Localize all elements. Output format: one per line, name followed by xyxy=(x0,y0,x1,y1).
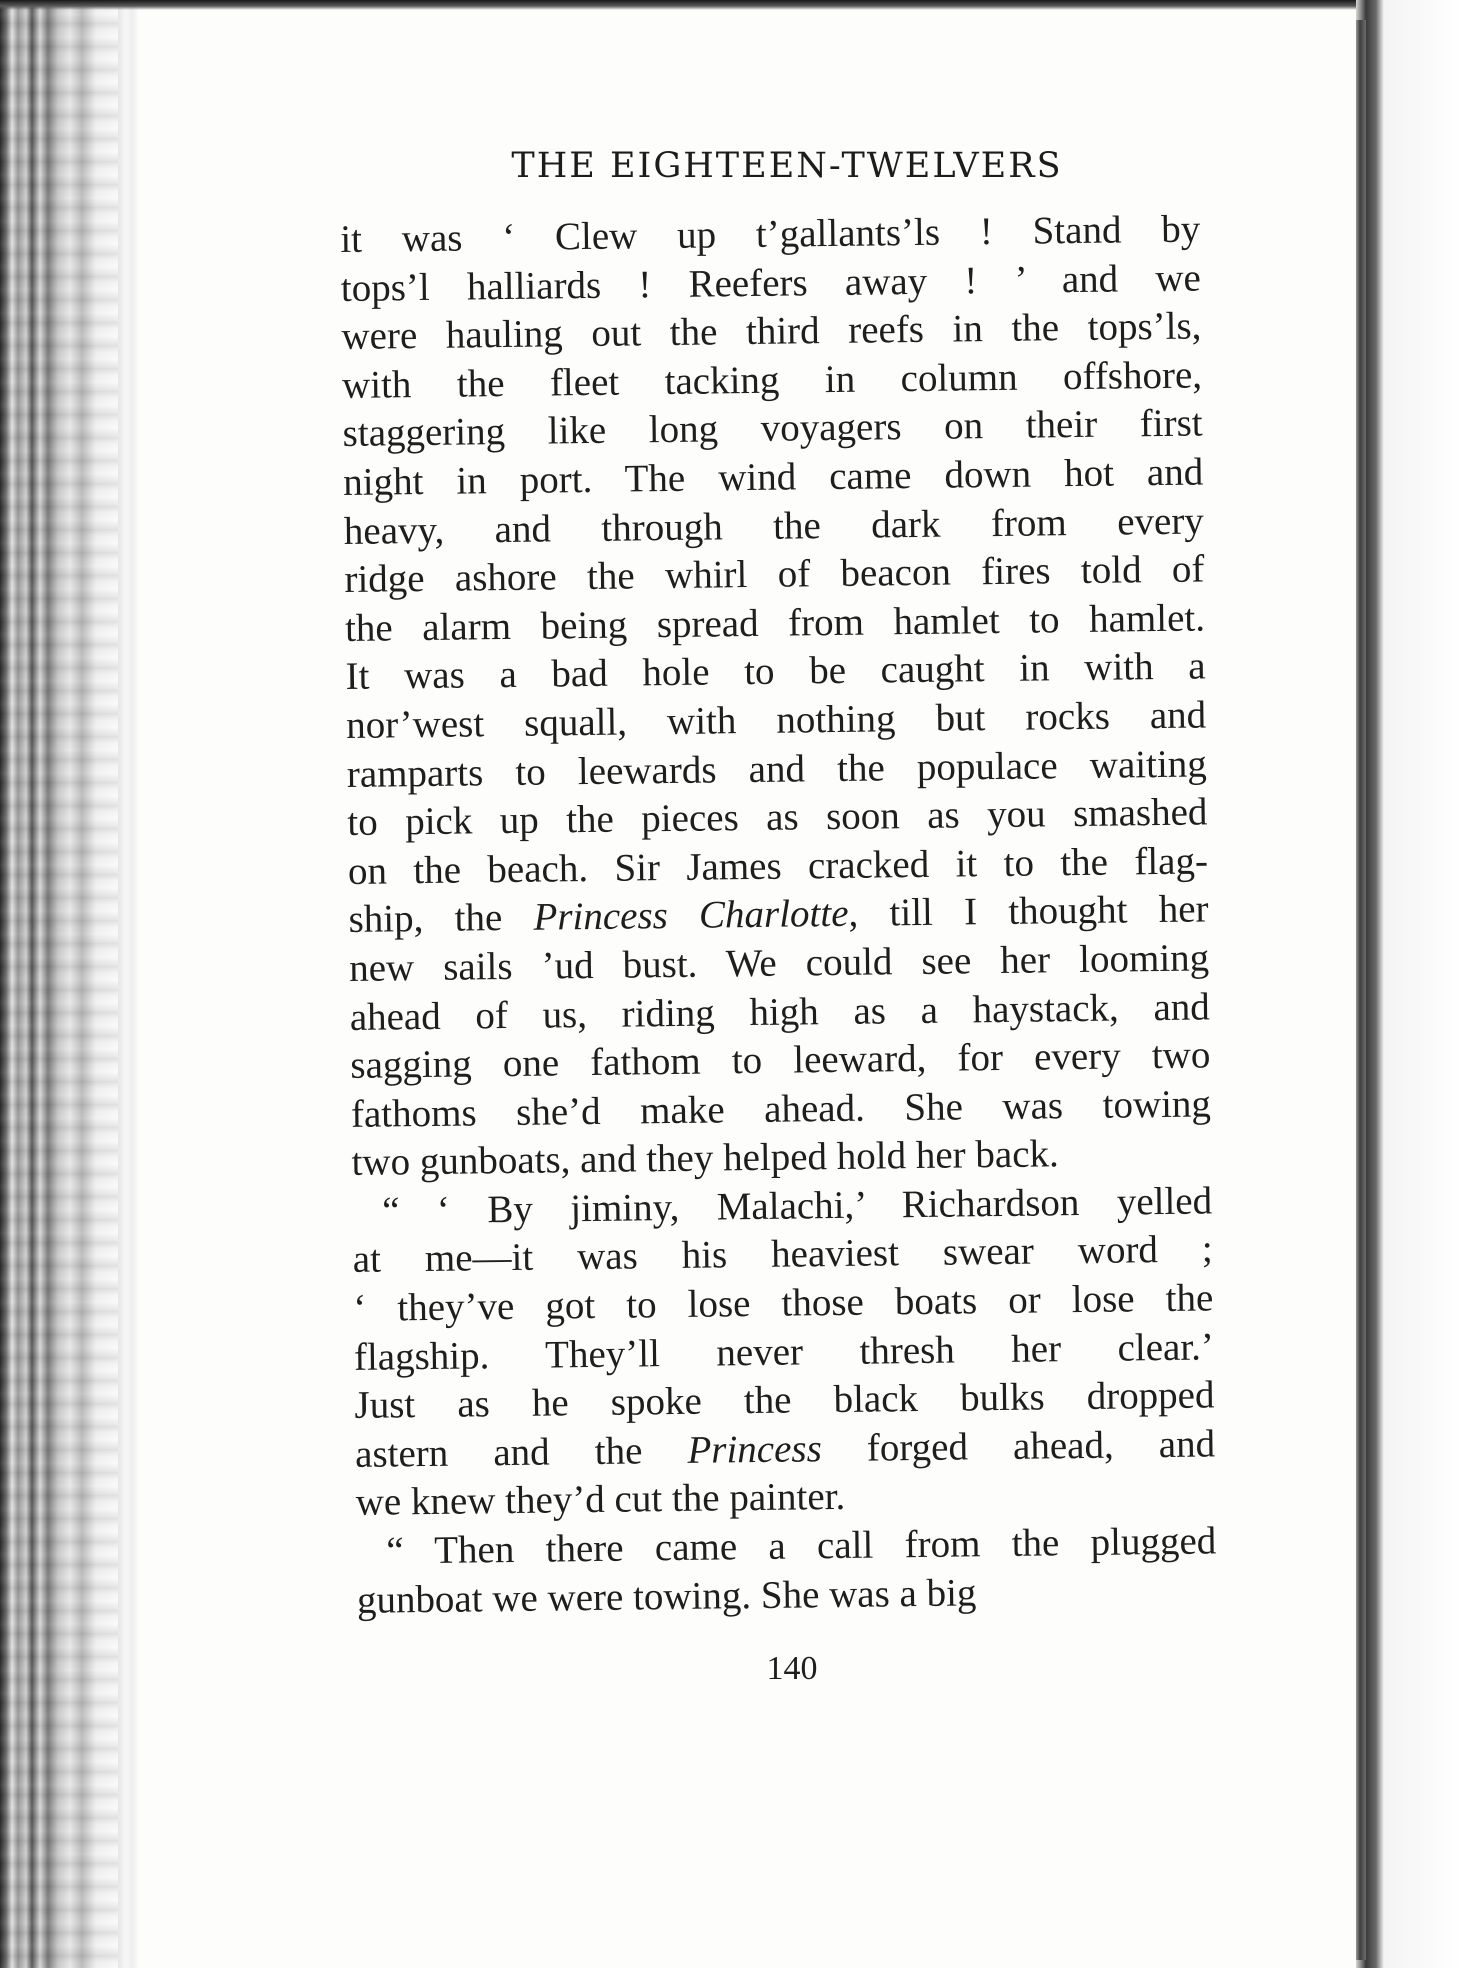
text-line: at me—it was his heaviest swear word ; xyxy=(352,1227,1213,1282)
text-line: to pick up the pieces as soon as you smashed xyxy=(347,790,1208,845)
text-line: nor’west squall, with nothing but rocks and xyxy=(345,693,1207,747)
paragraph xyxy=(352,1177,1216,1528)
text-line: we knew they’d cut the painter. xyxy=(355,1475,846,1525)
text-line: It was a bad hole to be caught in with a xyxy=(345,644,1206,699)
running-head: THE EIGHTEEN-TWELVERS xyxy=(511,146,1063,186)
text-line: ahead of us, riding high as a haystack, and xyxy=(349,984,1210,1039)
text-line: astern and the Princess forged ahead, and xyxy=(354,1422,1216,1476)
text-line: new sails ’ud bust. We could see her looming xyxy=(348,936,1210,990)
page-edge xyxy=(118,0,138,1968)
text-line: Just as he spoke the black bulks dropped xyxy=(354,1373,1215,1428)
text-line: flagship. They’ll never thresh her clear.’ xyxy=(353,1325,1215,1379)
text-line: “ ‘ By jiminy, Malachi,’ Richardson yelled xyxy=(381,1179,1213,1233)
text-line: the alarm being spread from hamlet to hamlet. xyxy=(344,596,1206,650)
top-edge xyxy=(0,0,1464,10)
italic-ship-name: Princess xyxy=(687,1427,823,1472)
text-line: with the fleet tacking in column offshore, xyxy=(341,353,1203,407)
text-line: tops’l halliards ! Reefers away ! ’ and we xyxy=(340,256,1202,310)
text-line: sagging one fathom to leeward, for every two xyxy=(350,1033,1211,1088)
right-binding-line xyxy=(1356,20,1366,1960)
page-number: 140 xyxy=(766,1650,818,1687)
text-line: were hauling out the third reefs in the tops’ls, xyxy=(341,304,1202,359)
text-line: staggering like long voyagers on their first xyxy=(342,401,1203,456)
text-line: two gunboats, and they helped hold her back. xyxy=(351,1132,1060,1185)
text-line: night in port. The wind came down hot and xyxy=(342,450,1204,504)
text-line: ridge ashore the whirl of beacon fires told of xyxy=(344,547,1205,602)
italic-ship-name: Princess Charlotte xyxy=(533,892,849,939)
text-line: ramparts to leewards and the populace waiting xyxy=(346,741,1208,796)
text-line: fathoms she’d make ahead. She was towing xyxy=(350,1082,1212,1136)
paragraph xyxy=(356,1517,1217,1625)
text-line: gunboat we were towing. She was a big xyxy=(356,1570,977,1622)
binding-texture xyxy=(0,0,118,1968)
body-text xyxy=(340,205,1217,1625)
book-page xyxy=(140,10,1354,1968)
text-line: ‘ they’ve got to lose those boats or lose the xyxy=(353,1276,1214,1330)
text-line: heavy, and through the dark from every xyxy=(343,499,1205,553)
text-line: it was ‘ Clew up t’gallants’ls ! Stand by xyxy=(340,207,1201,261)
text-line: “ Then there came a call from the plugged xyxy=(386,1519,1217,1573)
text-line: on the beach. Sir James cracked it to the flag- xyxy=(347,839,1209,893)
right-cover-edge xyxy=(1356,0,1464,1968)
text-line: ship, the Princess Charlotte, till I thought her xyxy=(348,887,1209,942)
paragraph xyxy=(340,205,1212,1187)
